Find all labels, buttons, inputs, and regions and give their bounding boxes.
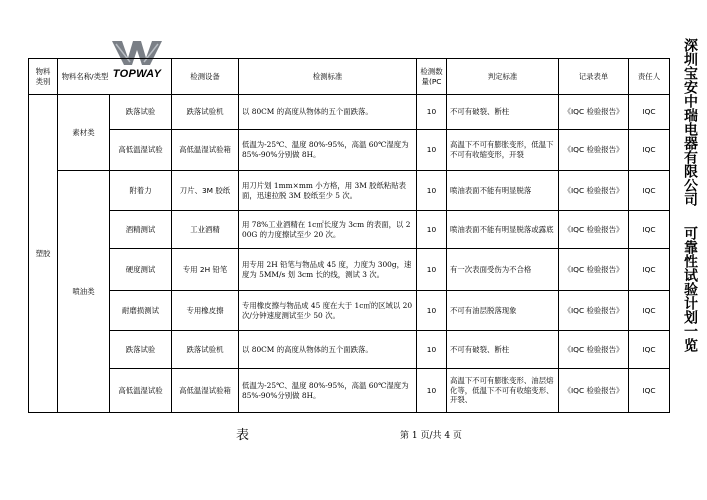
header-record: 记录表单: [559, 59, 629, 95]
table-row: [29, 130, 670, 171]
test-standard: 用 78%工业酒精在 1c㎡长度为 3cm 的表面，以 200G 的力度擦试至少 20 次。: [239, 211, 417, 249]
test-record: 《IQC 检验报告》: [559, 171, 629, 211]
test-item: 耐磨损测试: [110, 291, 172, 331]
header-criteria: 判定标准: [447, 59, 559, 95]
test-record: 《IQC 检验报告》: [559, 130, 629, 171]
table-row: [29, 171, 670, 211]
test-equipment: 刀片、3M 胶纸: [172, 171, 239, 211]
test-standard: 低温为-25℃、温度 80%-95%，高温 60℃湿度为 85%-90%分别做 8H。: [239, 369, 417, 413]
test-quantity: 10: [417, 95, 447, 130]
test-criteria: 不可有破裂、断柱: [447, 95, 559, 130]
test-record: 《IQC 检验报告》: [559, 249, 629, 291]
test-standard: 专用橡皮擦与物品成 45 度在大于 1c㎡的区域以 20 次/分钟速度测试至少 50 次。: [239, 291, 417, 331]
header-row: [29, 59, 670, 95]
test-owner: IQC: [629, 171, 670, 211]
table-row: [29, 291, 670, 331]
test-equipment: 跌落试验机: [172, 95, 239, 130]
test-item: 附着力: [110, 171, 172, 211]
test-quantity: 10: [417, 369, 447, 413]
page-number: 第 1 页/共 4 页: [400, 431, 462, 441]
test-equipment: 高低温湿试验箱: [172, 130, 239, 171]
document-title: 可靠性试验计划一览: [682, 226, 698, 352]
test-criteria: 不可有破裂、断柱: [447, 331, 559, 369]
test-owner: IQC: [629, 331, 670, 369]
test-owner: IQC: [629, 291, 670, 331]
test-criteria: 喷油表面不能有明显脱落: [447, 171, 559, 211]
table-row: [29, 95, 670, 130]
test-quantity: 10: [417, 291, 447, 331]
test-record: 《IQC 检验报告》: [559, 369, 629, 413]
test-owner: IQC: [629, 95, 670, 130]
reliability-test-table: [28, 58, 670, 413]
header-owner: 责任人: [629, 59, 670, 95]
test-item: 硬度测试: [110, 249, 172, 291]
test-item: 跌落试验: [110, 331, 172, 369]
test-criteria: 不可有油层脱落现象: [447, 291, 559, 331]
test-equipment: 专用橡皮擦: [172, 291, 239, 331]
test-equipment: 高低温湿试验箱: [172, 369, 239, 413]
test-equipment: 专用 2H 铅笔: [172, 249, 239, 291]
test-item: 高低温湿试验: [110, 369, 172, 413]
test-record: 《IQC 检验报告》: [559, 211, 629, 249]
header-quantity: 检测数量(PC: [417, 59, 447, 95]
test-quantity: 10: [417, 171, 447, 211]
table-row: [29, 211, 670, 249]
test-quantity: 10: [417, 249, 447, 291]
type-material: 素材类: [58, 95, 110, 171]
header-standard: 检测标准: [239, 59, 417, 95]
test-quantity: 10: [417, 331, 447, 369]
header-category: 物料类别: [29, 59, 58, 95]
logo-wordmark: TOPWAY: [112, 68, 162, 80]
test-record: 《IQC 检验报告》: [559, 331, 629, 369]
side-title: [672, 38, 700, 478]
table-row: [29, 249, 670, 291]
test-quantity: 10: [417, 130, 447, 171]
test-standard: 以 80CM 的高度从物体的五个面跌落。: [239, 331, 417, 369]
category-plastic: 塑胶: [29, 95, 58, 413]
test-criteria: 有一次表面受伤为不合格: [447, 249, 559, 291]
test-criteria: 高温下不可有膨胀变形，低温下不可有收缩变形，开裂: [447, 130, 559, 171]
test-criteria: 高温下不可有膨胀变形、油层熔化等，低温下不可有收缩变形、开裂、: [447, 369, 559, 413]
test-record: 《IQC 检验报告》: [559, 95, 629, 130]
test-item: 高低温湿试验: [110, 130, 172, 171]
header-equipment: 检测设备: [172, 59, 239, 95]
test-equipment: 工业酒精: [172, 211, 239, 249]
test-standard: 用刀片划 1mm×mm 小方格，用 3M 胶纸粘贴表面，迅速拉脱 3M 胶纸至少 5 次。: [239, 171, 417, 211]
test-owner: IQC: [629, 130, 670, 171]
test-standard: 以 80CM 的高度从物体的五个面跌落。: [239, 95, 417, 130]
table-row: [29, 331, 670, 369]
test-quantity: 10: [417, 211, 447, 249]
test-owner: IQC: [629, 249, 670, 291]
type-spray: 喷油类: [58, 171, 110, 413]
test-item: 跌落试验: [110, 95, 172, 130]
header-name-type: 物料名称/类型: [58, 59, 172, 95]
test-owner: IQC: [629, 211, 670, 249]
table-row: [29, 369, 670, 413]
table-caption: 表: [236, 428, 250, 443]
company-name: 深圳宝安中瑞电器有限公司: [682, 38, 698, 206]
test-standard: 低温为-25℃、温度 80%-95%，高温 60℃湿度为 85%-90%分别做 8H。: [239, 130, 417, 171]
test-item: 酒精测试: [110, 211, 172, 249]
test-record: 《IQC 检验报告》: [559, 291, 629, 331]
test-owner: IQC: [629, 369, 670, 413]
test-equipment: 跌落试验机: [172, 331, 239, 369]
test-criteria: 喷油表面不能有明显脱落或露底: [447, 211, 559, 249]
test-standard: 用专用 2H 铅笔与物品成 45 度，力度为 300g，速度为 5MM/s 划 3cm 长的线，测试 3 次。: [239, 249, 417, 291]
